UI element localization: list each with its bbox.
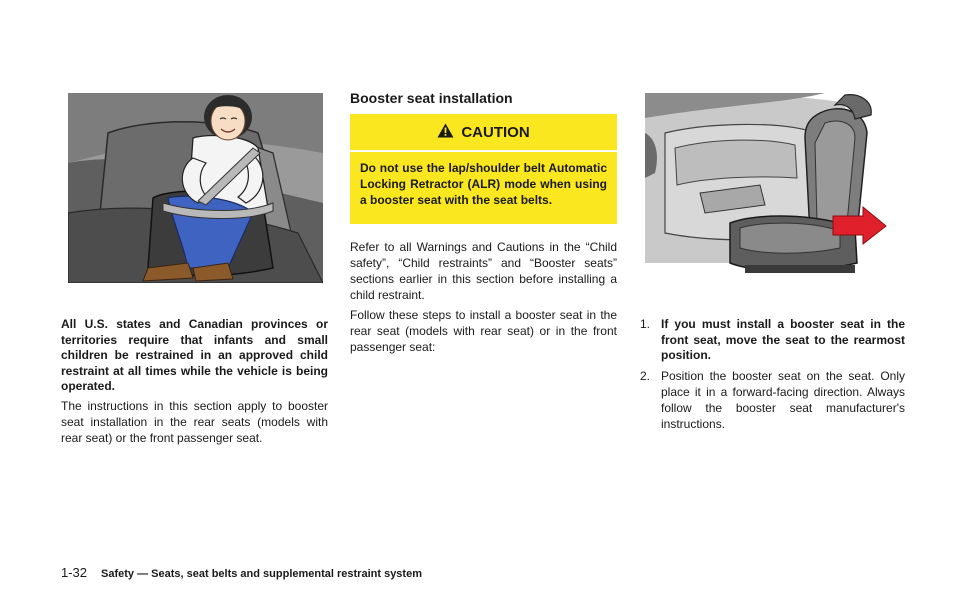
middle-column <box>350 89 617 107</box>
refer-paragraph: Refer to all Warnings and Cautions in the “Child safety”, “Child restraints” and “Booster seats” sections earlier in this section before installing a child restraint. <box>350 240 617 302</box>
front-seat-illustration <box>645 93 899 285</box>
intro-paragraph: The instructions in this section apply to booster seat installation in the rear seats (models with rear seat) or the front passenger seat. <box>61 398 328 445</box>
left-column <box>61 317 328 446</box>
caution-box <box>350 114 617 224</box>
right-column <box>640 317 905 432</box>
booster-seat-child-illustration <box>68 93 323 283</box>
legal-requirement-warning: All U.S. states and Canadian provinces or territories require that infants and small children be restrained in an approved child restraint at all times while the vehicle is being operated. <box>61 317 328 393</box>
warning-triangle-icon <box>437 123 454 142</box>
caution-label: CAUTION <box>461 123 530 141</box>
follow-steps-paragraph: Follow these steps to install a booster seat in the rear seat (models with rear seat) or in the front passenger seat: <box>350 308 617 354</box>
step-number: 1. <box>640 317 651 331</box>
step-2 <box>640 368 905 432</box>
section-heading: Booster seat installation <box>350 90 513 106</box>
caution-header <box>350 114 617 152</box>
step-1 <box>640 317 905 364</box>
chapter-title: Safety — Seats, seat belts and supplemental restraint system <box>101 568 422 580</box>
page-footer <box>61 565 422 580</box>
installation-steps <box>640 317 905 432</box>
step-text: Position the booster seat on the seat. Only place it in a forward-facing direction. Always follow the booster seat manufacturer's instructions. <box>661 368 905 431</box>
page-number: 1-32 <box>61 565 88 580</box>
caution-text: Do not use the lap/shoulder belt Automatic Locking Retractor (ALR) mode when using a booster seat with the seat belts. <box>360 161 607 207</box>
step-number: 2. <box>640 368 651 383</box>
step-text: If you must install a booster seat in the front seat, move the seat to the rearmost position. <box>661 317 905 362</box>
middle-column-body <box>350 239 617 355</box>
